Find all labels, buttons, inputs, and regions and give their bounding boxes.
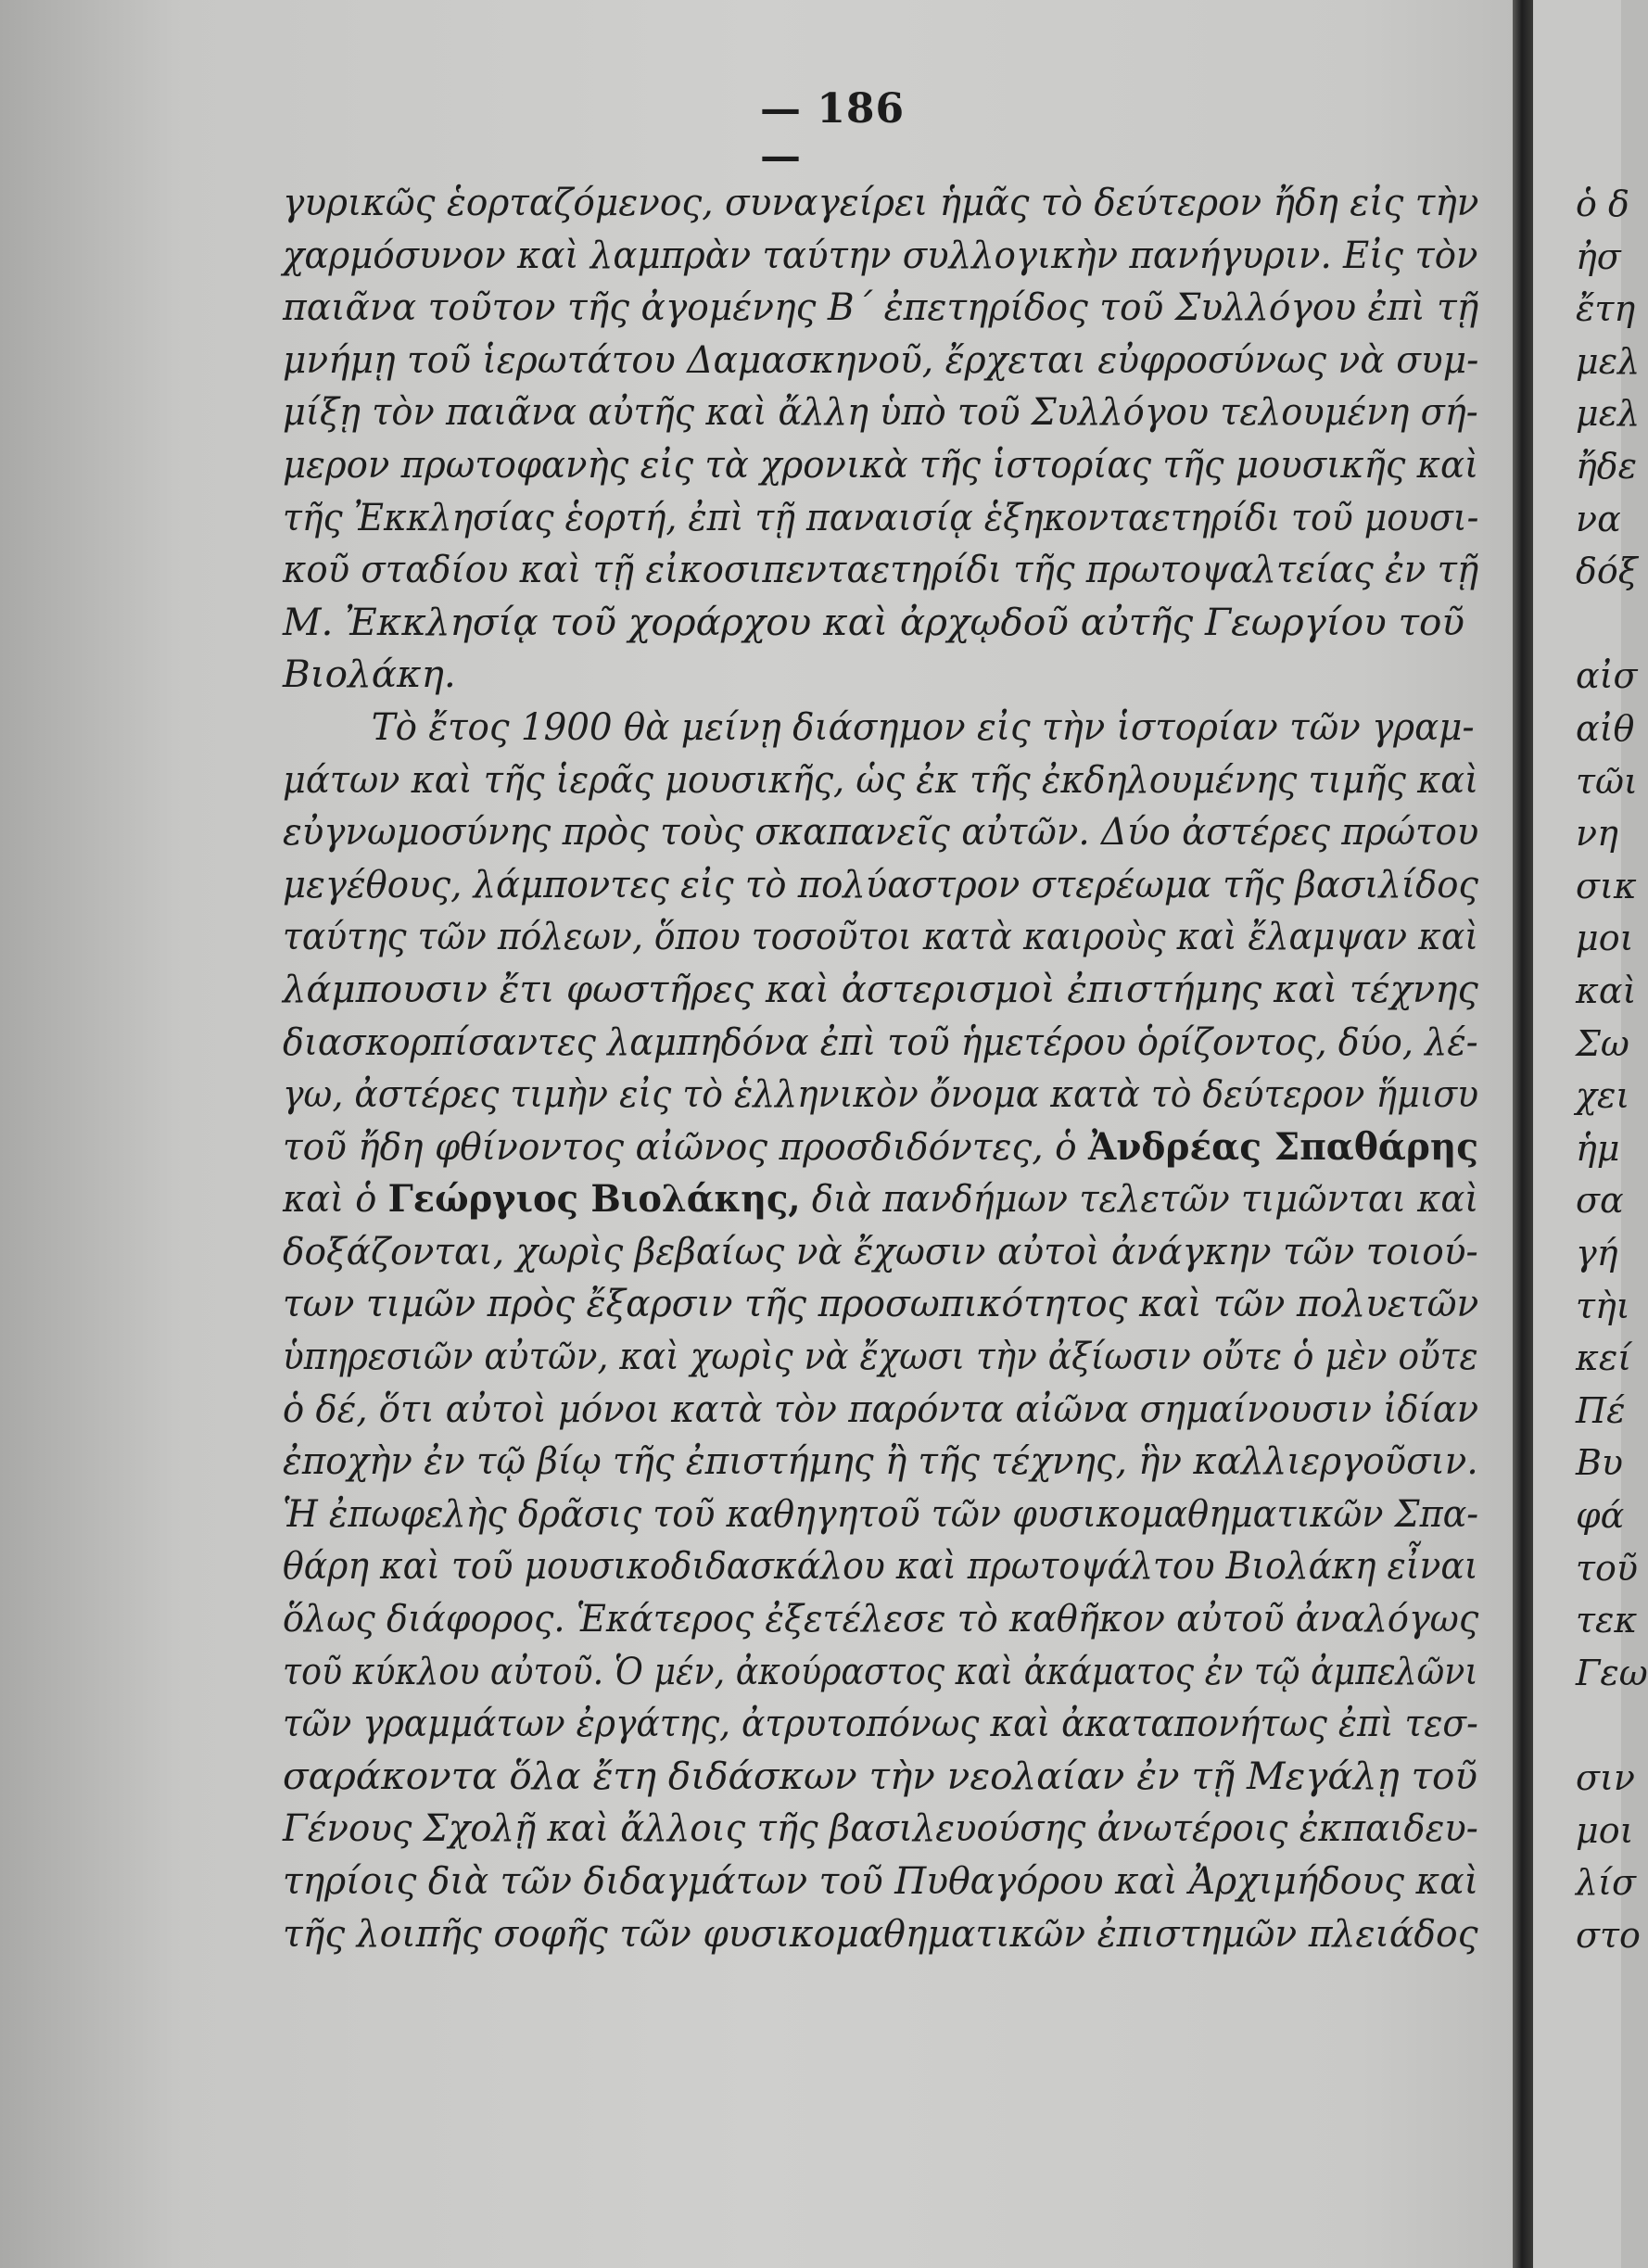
text-line — [283, 805, 1479, 858]
text-line — [283, 648, 1478, 701]
line-text: των τιμῶν πρὸς ἔξαρσιν τῆς προσωπικότητος καὶ τῶν πολυετῶν — [283, 1281, 1479, 1326]
text-line — [283, 1645, 1478, 1698]
line-text: τῆς λοιπῆς σοφῆς τῶν φυσικομαθηματικῶν ἐπιστημῶν πλειάδος — [283, 1910, 1478, 1956]
bold-name: Γεώργιος Βιολάκης, — [387, 1176, 801, 1222]
page-number: — 186 — — [760, 85, 906, 180]
adjacent-page-fragment: σιν — [1576, 1757, 1635, 1798]
text-line — [283, 438, 1479, 491]
line-text: τοῦ ἤδη φθίνοντος αἰῶνος προσδιδόντες, ὁ — [283, 1123, 1089, 1169]
line-text: ταύτης τῶν πόλεων, ὅπου τοσοῦτοι κατὰ καιροὺς καὶ ἔλαμψαν καὶ — [283, 914, 1479, 959]
line-text: διασκορπίσαντες λαμπηδόνα ἐπὶ τοῦ ἡμετέρου ὁρίζοντος, δύο, λέ- — [283, 1019, 1478, 1064]
line-text: μεγέθους, λάμποντες εἰς τὸ πολύαστρον στερέωμα τῆς βασιλίδος — [283, 861, 1479, 906]
adjacent-page-fragment: Πέ — [1576, 1389, 1626, 1431]
line-text: τῆς Ἐκκλησίας ἑορτή, ἐπὶ τῇ παναισίᾳ ἑξηκονταετηρίδι τοῦ μουσι- — [283, 494, 1479, 539]
line-text: ὑπηρεσιῶν αὐτῶν, καὶ χωρὶς νὰ ἔχωσι τὴν ἀξίωσιν οὔτε ὁ μὲν οὔτε — [283, 1334, 1478, 1379]
book-gutter — [1513, 0, 1533, 2268]
text-line — [283, 1121, 1479, 1173]
text-line — [283, 754, 1479, 806]
adjacent-page-fragment: μελ — [1576, 340, 1641, 382]
text-line — [283, 858, 1479, 911]
adjacent-page-fragment: λίσ — [1576, 1862, 1636, 1904]
adjacent-page-fragment: νη — [1576, 813, 1618, 855]
text-line — [283, 1016, 1478, 1069]
text-line — [283, 1592, 1479, 1645]
line-text: καὶ ὁ — [283, 1176, 388, 1222]
line-text: λάμπουσιν ἔτι φωστῆρες καὶ ἀστερισμοὶ ἐπιστήμης καὶ τέχνης — [283, 966, 1478, 1011]
text-line — [283, 1172, 1479, 1225]
text-line — [283, 1330, 1478, 1383]
line-text: εὐγνωμοσύνης πρὸς τοὺς σκαπανεῖς αὐτῶν. Δύο ἀστέρες πρώτου — [283, 809, 1479, 855]
line-text: Μ. Ἐκκλησίᾳ τοῦ χοράρχου καὶ ἀρχῳδοῦ αὐτῆς Γεωργίου τοῦ — [283, 599, 1465, 644]
line-text: σαράκοντα ὅλα ἔτη διδάσκων τὴν νεολαίαν ἐν τῇ Μεγάλῃ τοῦ — [283, 1753, 1477, 1798]
text-line — [283, 1907, 1478, 1960]
line-text: τῶν γραμμάτων ἐργάτης, ἀτρυτοπόνως καὶ ἀκαταπονήτως ἐπὶ τεσ- — [283, 1701, 1478, 1746]
text-line — [283, 281, 1479, 334]
line-text: ἐποχὴν ἐν τῷ βίῳ τῆς ἐπιστήμης ἢ τῆς τέχνης, ἣν καλλιεργοῦσιν. — [283, 1438, 1478, 1484]
adjacent-page-fragment: φά — [1576, 1495, 1625, 1536]
adjacent-page-fragment: μελ — [1576, 393, 1641, 435]
text-line — [283, 1750, 1478, 1803]
adjacent-page-fragment: τεκ — [1576, 1600, 1638, 1641]
adjacent-page-fragment: χει — [1576, 1075, 1630, 1117]
line-text: παιᾶνα τοῦτον τῆς ἀγομένης Β΄ ἐπετηρίδος τοῦ Συλλόγου ἐπὶ τῇ — [283, 285, 1479, 330]
text-line — [283, 1697, 1478, 1750]
text-line — [283, 176, 1479, 229]
text-line — [283, 491, 1479, 544]
text-line — [283, 963, 1478, 1016]
adjacent-page-fragment: αἰσ — [1576, 655, 1638, 697]
line-text: ὁ δέ, ὅτι αὐτοὶ μόνοι κατὰ τὸν παρόντα αἰῶνα σημαίνουσιν ἰδίαν — [283, 1386, 1479, 1431]
text-line — [283, 334, 1479, 386]
line-text: μερον πρωτοφανὴς εἰς τὰ χρονικὰ τῆς ἱστορίας τῆς μουσικῆς καὶ — [283, 441, 1479, 487]
line-text: Βιολάκη. — [283, 652, 456, 697]
line-text: κοῦ σταδίου καὶ τῇ εἰκοσιπενταετηρίδι τῆς πρωτοψαλτείας ἐν τῇ — [283, 547, 1479, 592]
adjacent-page-fragment: ἔτη — [1576, 288, 1636, 330]
adjacent-page-fragment: τοῦ — [1576, 1547, 1639, 1589]
adjacent-page-fragment: Σω — [1576, 1022, 1629, 1064]
line-text: μίξῃ τὸν παιᾶνα αὐτῆς καὶ ἄλλη ὑπὸ τοῦ Συλλόγου τελουμένη σή- — [283, 389, 1478, 435]
line-text: θάρη καὶ τοῦ μουσικοδιδασκάλου καὶ πρωτοψάλτου Βιολάκη εἶναι — [283, 1543, 1478, 1589]
line-text: μάτων καὶ τῆς ἱερᾶς μουσικῆς, ὡς ἐκ τῆς ἐκδηλουμένης τιμῆς καὶ — [283, 756, 1479, 802]
text-line — [283, 1539, 1478, 1592]
line-text-rest: διὰ πανδήμων τελετῶν τιμῶνται καὶ — [800, 1176, 1479, 1222]
adjacent-page-fragment: καὶ — [1576, 970, 1637, 1011]
adjacent-page-fragment: σικ — [1576, 865, 1637, 906]
adjacent-page-fragment: δόξ — [1576, 551, 1638, 592]
line-text: γω, ἀστέρες τιμὴν εἰς τὸ ἑλληνικὸν ὄνομα κατὰ τὸ δεύτερον ἥμισυ — [283, 1071, 1479, 1117]
text-line — [283, 543, 1479, 596]
line-text: Τὸ ἔτος 1900 θὰ μείνῃ διάσημον εἰς τὴν ἱστορίαν τῶν γραμ- — [371, 703, 1475, 749]
text-line — [283, 1225, 1478, 1278]
line-text: τοῦ κύκλου αὐτοῦ. Ὁ μέν, ἀκούραστος καὶ ἀκάματος ἐν τῷ ἀμπελῶνι — [283, 1648, 1478, 1693]
adjacent-page-fragment: ὁ δ — [1576, 184, 1629, 224]
adjacent-page-fragment: τῶι — [1576, 760, 1638, 802]
adjacent-page-fragment: μοι — [1576, 918, 1634, 959]
body-text — [283, 176, 1478, 1959]
adjacent-page-fragment: ἤδε — [1576, 446, 1638, 487]
text-line — [283, 701, 1475, 754]
adjacent-page-fragment: τὴι — [1576, 1285, 1630, 1326]
line-text: δοξάζονται, χωρὶς βεβαίως νὰ ἔχωσιν αὐτοὶ ἀνάγκην τῶν τοιού- — [283, 1228, 1478, 1273]
line-text: χαρμόσυνον καὶ λαμπρὰν ταύτην συλλογικὴν πανήγυριν. Εἰς τὸν — [283, 232, 1478, 277]
text-line — [283, 1488, 1479, 1540]
text-line — [283, 1277, 1479, 1330]
line-text: ὅλως διάφορος. Ἑκάτερος ἐξετέλεσε τὸ καθῆκον αὐτοῦ ἀναλόγως — [283, 1596, 1479, 1641]
text-line — [283, 1802, 1478, 1855]
line-text: Γένους Σχολῇ καὶ ἄλλοις τῆς βασιλευούσης ἀνωτέροις ἐκπαιδευ- — [283, 1806, 1478, 1851]
line-text: Ἡ ἐπωφελὴς δρᾶσις τοῦ καθηγητοῦ τῶν φυσικομαθηματικῶν Σπα- — [283, 1490, 1479, 1536]
bold-name: Ἀνδρέας Σπαθάρης — [1088, 1123, 1479, 1169]
adjacent-page-fragment: να — [1576, 498, 1621, 539]
line-text: μνήμῃ τοῦ ἱερωτάτου Δαμασκηνοῦ, ἔρχεται εὐφροσύνως νὰ συμ- — [283, 336, 1479, 382]
text-line — [283, 1383, 1479, 1436]
adjacent-page-fragment: ἠσ — [1576, 235, 1621, 277]
adjacent-page-fragment: στο — [1576, 1914, 1641, 1956]
adjacent-page-fragment: γή — [1576, 1233, 1618, 1273]
adjacent-page-fragment: μοι — [1576, 1809, 1634, 1851]
adjacent-page-fragment: ἡμ — [1576, 1127, 1620, 1169]
text-line — [283, 1855, 1479, 1907]
text-line — [283, 1068, 1479, 1121]
adjacent-page-fragment: Βυ — [1576, 1442, 1624, 1484]
text-line — [283, 596, 1478, 649]
text-line — [283, 910, 1479, 963]
text-line — [283, 229, 1478, 282]
text-line — [283, 386, 1478, 438]
adjacent-page-fragment: Γεω — [1576, 1652, 1648, 1693]
line-text: τηρίοις διὰ τῶν διδαγμάτων τοῦ Πυθαγόρου καὶ Ἀρχιμήδους καὶ — [283, 1858, 1479, 1903]
line-text: γυρικῶς ἑορταζόμενος, συναγείρει ἡμᾶς τὸ δεύτερον ἤδη εἰς τὴν — [283, 180, 1479, 224]
adjacent-page-fragment: αἰθ — [1576, 708, 1635, 749]
adjacent-page-fragment: κεί — [1576, 1337, 1632, 1379]
text-line — [283, 1435, 1478, 1488]
adjacent-page-fragment: σα — [1576, 1180, 1624, 1222]
